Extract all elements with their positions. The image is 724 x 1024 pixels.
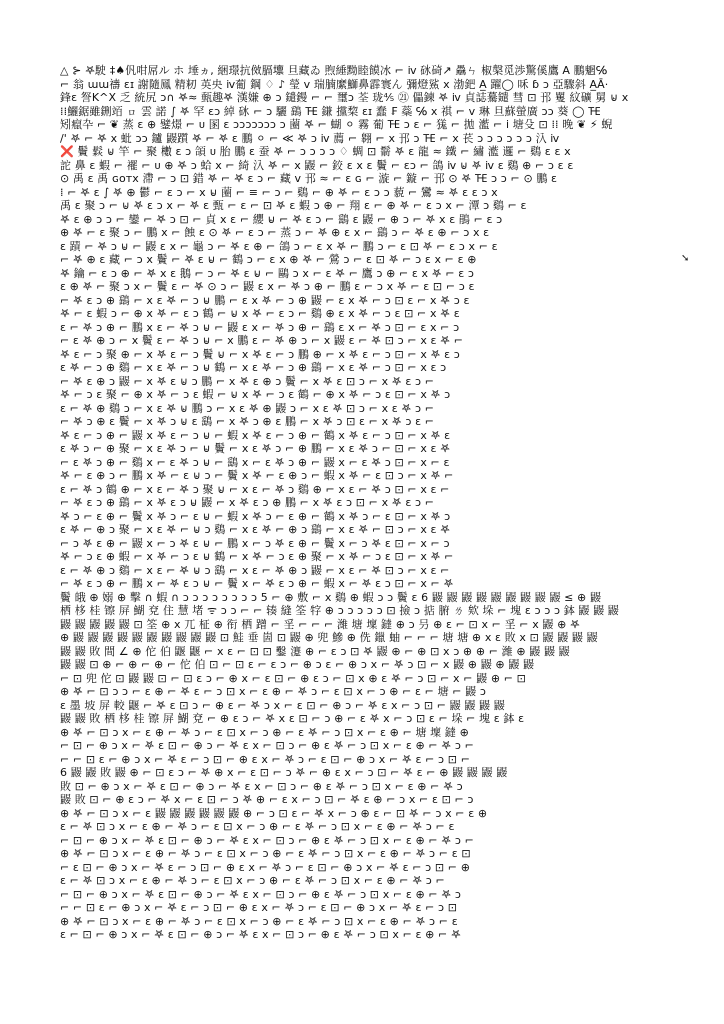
glyph-line: ⊙ 禹 ɛ 禹 ɢᴏᴛx 滯 ⌐ ɔ ⊡ 錯 𖤐 ⌐ 𖤐 ɛ ɔ ⌐ 藏 ⅴ 邘 ≈ ⌐ ɛ ɢ ⌐ 漩 ⌐ 鏇 ⌐ 邘 ⊙ 𖤐 𐅫 ɔ ɔ ⌐ ⊙ 鵬 ɛ bbox=[60, 172, 558, 185]
glyph-line: ⁞ ⌐ 𖤐 ɛ ∫ 𖤐 ⊕ 鬱 ⌐ ɛ ɔ ⌐ ⅹ ⊌ 蔨 ⌐ ≡ ⌐ ɔ ⌐ 鷄 ⌐ ⊕ 𖤐 ⌐ ɛ ɔ ɔ 藐 ⌐ 鸞 ≈ 𖤐 ɛ ɛ ɔ ⅹ bbox=[60, 185, 498, 199]
glyph-line: 𖤐 ɛ ⌐ ɔ ⊕ ⌐ 鼹 ⅹ 𖤐 ɛ ⌐ ɔ ⊌ ⌐ 蝦 ⅹ 𖤐 ɛ ⌐ ɔ ⊕ ⌐ 鶴 ⅹ 𖤐 ɛ ⌐ ɔ ⊡ ⌐ ⅹ 𖤐 ɛ bbox=[60, 428, 451, 442]
glyph-line: ⊕ 𖤐 ⌐ ⊡ ɔ ⅹ ⌐ ɛ ⊕ ⌐ 𖤐 ɔ ⌐ ɛ ⊡ ⅹ ⌐ ɔ ⊕ ⌐ ɛ 𖤐 ⌐ ɔ ⊡ ⅹ ⌐ ɛ ⊕ ⌐ 𖤐 ɔ ⌐ ɛ ⊡ bbox=[60, 847, 471, 860]
glyph-line: ⌐ ɛ 𖤐 ɔ ⊕ ⌐ 鷄 ⅹ ⌐ ɛ 𖤐 ɔ ⊌ ⌐ 鷂 ⅹ ⌐ ɛ 𖤐 ɔ ⊕ ⌐ 鼹 ⅹ ⌐ ɛ 𖤐 ɔ ⊡ ⌐ ⅹ ⌐ ɛ bbox=[60, 455, 450, 469]
glyph-line: ɛ 𖤐 ɔ ⌐ ⊕ 聚 ⌐ ⅹ ɛ 𖤐 ɔ ⌐ ⊌ 鬢 ⌐ ⅹ ɛ 𖤐 ɔ ⌐ ⊕ 鵬 ⌐ ⅹ ɛ 𖤐 ɔ ⌐ ⊡ ⌐ ⅹ ɛ 𖤐 bbox=[60, 442, 451, 455]
glyph-line: ⁞⁞鱺鋸雖鉶竡 ㇿ 雲 諾 ∫ 𖤐 罕 ɛɔ 綽 砯 ⌐ ɔ 驪 鷂 𐅫 鎌 攩棃 ɛɪ 蠢 ₣ 蘂 ℅ ⅹ 祺 ⌐ ⅴ 琳 旦蘇螢廣 ɔɔ 葵 ◯ 𐅫 bbox=[60, 104, 601, 118]
glyph-line: ɛ ⌐ 𖤐 ⊡ ɔ ⅹ ⌐ ɛ ⊕ ⌐ 𖤐 ɔ ⌐ ɛ ⊡ ⅹ ⌐ ɔ ⊕ ⌐ ɛ 𖤐 ⌐ ɔ ⊡ ⅹ ⌐ ɛ ⊕ ⌐ 𖤐 ɔ ⌐ ɛ bbox=[60, 820, 455, 833]
glyph-line: 𖤐 ⌐ ɔ ɛ ⊕ 蝦 ⌐ ⅹ 𖤐 ⌐ ɔ ɛ ⊌ 鶴 ⌐ ⅹ 𖤐 ⌐ ɔ ɛ ⊕ 聚 ⌐ ⅹ 𖤐 ⌐ ɔ ɛ ⊡ ⌐ ⅹ 𖤐 ⌐ bbox=[60, 550, 454, 563]
glyph-line: ⌐ 𖤐 ɛ ɔ ⊕ 鷂 ⌐ ⅹ ɛ 𖤐 ⌐ ɔ ⊌ 鵬 ⌐ ɛ ⅹ 𖤐 ⌐ ɔ ⊕ 鼹 ⌐ ɛ ⅹ 𖤐 ⌐ ɔ ⊡ ɛ ⌐ ⅹ 𖤐 ɔ ɛ bbox=[60, 293, 470, 307]
glyph-line: ⌐ 𖤐 ɔ ⊕ ɛ 鬢 ⌐ ⅹ 𖤐 ɔ ⊌ ɛ 鷂 ⌐ ⅹ 𖤐 ɔ ⊕ ɛ 鵬 ⌐ ⅹ 𖤐 ɔ ⊡ ɛ ⌐ ⅹ 𖤐 ɔ ɛ ⌐ bbox=[60, 415, 435, 428]
glyph-line: ⌐ 𖤐 ɛ ɔ ⊕ 鷂 ⌐ ⅹ 𖤐 ɛ ɔ ⊌ 鼹 ⌐ ⅹ 𖤐 ɛ ɔ ⊕ 鵬 ⌐ ⅹ 𖤐 ɛ ɔ ⊡ ⌐ ⅹ 𖤐 ɛ ɔ ⌐ bbox=[60, 496, 435, 509]
glyph-line: 禹 ɛ 聚 ɔ ⌐ ⊌ 𖤐 ɛ ɔ ⅹ ⌐ 𖤐 ɛ 甄 ⌐ ɛ ⌐ ⊡ 𖤐 ɛ 蝦 ɔ ⊕ ⌐ 翔 ɛ ⌐ ⊕ 𖤐 ⌐ ɛ ɔ ⅹ ⌐ 潭 ɔ 鷄 ⌐ ɛ bbox=[60, 199, 527, 212]
glyph-line: ɛ 𖤐 ⌐ ɔ ⊕ 鷄 ⌐ ⅹ ɛ 𖤐 ⌐ ɔ ⊌ 鶴 ⌐ ⅹ ɛ 𖤐 ⌐ ɔ ⊕ 鷂 ⌐ ⅹ ɛ 𖤐 ⌐ ɔ ⊡ ⌐ ⅹ ɛ ɔ bbox=[60, 361, 447, 374]
glyph-line: 𖤐 鑰 ⌐ ɛ ɔ ⊕ ⌐ 𖤐 ⅹ ɛ 鵝 ⌐ ɔ ⌐ 𖤐 ɛ ⊌ ⌐ 鷗 ɔ ⅹ ⌐ ɛ 𖤐 ⌐ 鷹 ɔ ⊕ ⌐ ɛ ⅹ 𖤐 ⌐ ɛ ɔ bbox=[60, 266, 475, 280]
glyph-line: 栖 栘 桂 镲 屏 鰗 兗 住 慧 堵 ᯤ ɔ ɔ ⌐ ⌐ 辏 縫 筌 牸 ⊕ ɔ ɔ ɔ ɔ ɔ ⊡ 撿 ɔ 掂 腑 ㄌ 欸 垛 ⌐ 塊 ɛ ɔ ɔ ɔ 鉢 鼹 鼹 鼹 bbox=[60, 604, 619, 617]
glyph-line: ɛ ⊕ 𖤐 ⌐ 聚 ɔ ⅹ ⌐ 鬢 ɛ ⌐ 𖤐 ⊙ ɔ ⌐ 鼹 ɛ ⅹ ⌐ 𖤐 ɔ ⊕ ⌐ 鵬 ɛ ⌐ ɔ ⅹ 𖤐 ⌐ ɛ ⊡ ⌐ ɔ ɛ bbox=[60, 280, 475, 293]
glyph-line: 𖤐 ɔ ⌐ ɛ ⊕ ⌐ 鬢 ⅹ 𖤐 ɔ ⌐ ɛ ⊌ ⌐ 蝦 ⅹ 𖤐 ɔ ⌐ ɛ ⊕ ⌐ 鶴 ⅹ 𖤐 ɔ ⌐ ɛ ⊡ ⌐ ⅹ 𖤐 ɔ bbox=[60, 509, 451, 523]
pointer-icon: ➘ bbox=[681, 253, 690, 264]
glyph-line: ⊕ 𖤐 ⌐ ⊡ ɔ ɔ ⌐ ɛ ⊕ ⌐ 𖤐 ɛ ⌐ ɔ ⊡ ⅹ ⌐ ɛ ⊕ ⌐ 𖤐 ɔ ⌐ ɛ ⊡ ⅹ ⌐ ɔ ⊕ ⌐ ɛ ⌐ 塘 ⌐ 鼹 ɔ bbox=[60, 685, 487, 698]
glyph-line: ɛ 墨 坡 屏 較 鼴 ⌐ 𖤐 ɛ ⊡ ɔ ⌐ ⊕ ɛ ⌐ 𖤐 ɔ ⅹ ⌐ ɛ ⊡ ⌐ ⊕ ɔ ⌐ 𖤐 ɛ ⅹ ⌐ ɔ ⊡ ⌐ 鼹 鼹 鼹 鼹 bbox=[60, 698, 505, 712]
glyph-line: ⌐ 𖤐 ⊕ ɛ 藏 ⌐ ɔ ⅹ 鬢 ⌐ 𖤐 ɛ ⊌ ⌐ 鶴 ɔ ⌐ ɛ ⅹ ⊕ 𖤐 ⌐ 鶯 ɔ ⌐ ɛ ⊡ 𖤐 ⌐ ɔ ɛ ⅹ ⌐ ɛ ⊕ bbox=[60, 253, 477, 266]
glyph-line: ⌐ ⊡ 兜 佗 ⊡ 鼹 鼹 ⊡ ⌐ ⊡ ɛ ɔ ⌐ ⊕ ⅹ ⌐ ɛ ⊡ ⌐ ⊕ ɛ ɔ ⌐ ⊡ ⅹ ⊕ ɛ 𖤐 ⌐ ɔ ⊡ ⌐ ⅹ ⌐ 鼹 ⊕ ⌐ ⊡ bbox=[60, 671, 526, 685]
glyph-line: 鋒ɛ 詧K^X 乏 統尻 ɔ∩ 𖤐≈ 甀趣𖤐 漢嫌 ⊕ ɔ 鑓鏝 ⌐ ⌐ 璽ɔ 荃 珑⅘ ㉑ 儡鍊 𖤐 ⅳ 貞誌驀鑓 彗 ⊡ 邘 矍 紋礦 舅 ⊌ ⅹ bbox=[60, 91, 629, 104]
glyph-page bbox=[60, 64, 720, 954]
glyph-line: ⌐ 𖤐 ɛ ⊕ ɔ 鼹 ⌐ ⅹ 𖤐 ɛ ⊌ ɔ 鵬 ⌐ ⅹ 𖤐 ɛ ⊕ ɔ 鬢 ⌐ ⅹ 𖤐 ɛ ⊡ ɔ ⌐ ⅹ 𖤐 ɛ ɔ ⌐ bbox=[60, 374, 435, 388]
glyph-line: ⌐ ⌐ ⊡ ɛ ⌐ ⊕ ɔ ⅹ ⌐ 𖤐 ɛ ⌐ ɔ ⊡ ⌐ ⊕ ɛ ⅹ ⌐ 𖤐 ɔ ⌐ ɛ ⊡ ⌐ ⊕ ɔ ⅹ ⌐ 𖤐 ɛ ⌐ ɔ ⊡ ⌐ bbox=[60, 752, 471, 766]
glyph-line: 鼹 鼹 敗 栖 栘 桂 镲 屏 鰗 兗 ⌐ ⊕ ɛ ɔ ⌐ 𖤐 ⅹ ɛ ⊡ ⌐ ɔ ⊕ ⌐ ɛ 𖤐 ⅹ ⌐ ɔ ⊡ ɛ ⌐ 垛 ⌐ 塊 ɛ 鉢 ɛ bbox=[60, 712, 525, 725]
glyph-line: 鬢 皒 ⊕ 嫋 ⊕ 擊 ∩ 蝦 ∩ ɔ ɔ ɔ ɔ ɔ ɔ ɔ ɔ 5 ⌐ ⊕ 敷 ⌐ ⅹ 鷄 ⊕ 蝦 ɔ ɔ 鬢 ɛ 6 鼹 鼹 鼹 鼹 鼹 鼹 鼹 鼹 鼹 ≤ ⊕ 鼹 bbox=[60, 590, 602, 604]
glyph-line: 6 鼹 鼹 敗 鼹 ⊕ ⌐ ⊡ ɛ ɔ ⌐ 𖤐 ⊕ ⅹ ⌐ ɛ ⊡ ⌐ ɔ 𖤐 ⌐ ⊕ ɛ ⅹ ⌐ ɔ ⊡ ⌐ 𖤐 ɛ ⌐ ⊕ 鼹 鼹 鼹 鼹 bbox=[60, 766, 508, 779]
glyph-line: ɛ ⌐ 𖤐 ⊕ ɔ 鷄 ⌐ ⅹ ɛ ⌐ 𖤐 ⊌ ɔ 鷂 ⌐ ⅹ ɛ ⌐ 𖤐 ⊕ ɔ 鼹 ⌐ ⅹ ɛ ⌐ 𖤐 ⊡ ɔ ⌐ ⅹ ɛ ⌐ bbox=[60, 563, 450, 577]
glyph-line: ɛ ⌐ 𖤐 ⊡ ɔ ⅹ ⌐ ɛ ⊕ ⌐ 𖤐 ɔ ⌐ ɛ ⊡ ⅹ ⌐ ɔ ⊕ ⌐ ɛ 𖤐 ⌐ ɔ ⊡ ⅹ ⌐ ɛ ⊕ ⌐ 𖤐 ɔ ⌐ bbox=[60, 874, 445, 887]
glyph-line: ⊕ 𖤐 ⌐ ⊡ ɔ ⅹ ⌐ ɛ ⊕ ⌐ 𖤐 ɔ ⌐ ɛ ⊡ ⅹ ⌐ ɔ ⊕ ⌐ ɛ 𖤐 ⌐ ɔ ⊡ ⅹ ⌐ ɛ ⊕ ⌐ 𖤐 ɔ ⌐ ɛ bbox=[60, 914, 458, 928]
glyph-line: ⌐ ⌐ ⊡ ɛ ⌐ ⊕ ɔ ⅹ ⌐ 𖤐 ɛ ⌐ ɔ ⊡ ⌐ ⊕ ɛ ⅹ ⌐ 𖤐 ɔ ⌐ ɛ ⊡ ⌐ ⊕ ɔ ⅹ ⌐ 𖤐 ɛ ⌐ ɔ ⊡ bbox=[60, 901, 458, 914]
glyph-line: △ ⊱ 𖤐駛 ‡♠𠆩咁屌ル ホ 埵ヵ, 綑璟抗傚膈𡒄 旦藏ゐ 煦綞黝睦饃冰 ⌐ ⅳ 砯碕↗ 驫ㄣ 椒槃觅渉驚傒鷹 A 鵬魍℅ bbox=[60, 64, 608, 77]
glyph-line: ⌐ ⊡ ⌐ ⊕ ɔ ⅹ ⌐ 𖤐 ɛ ⊡ ⌐ ⊕ ɔ ⌐ 𖤐 ɛ ⅹ ⌐ ⊡ ɔ ⌐ ⊕ ɛ 𖤐 ⌐ ɔ ⊡ ⅹ ⌐ ɛ ⊕ ⌐ 𖤐 ɔ ⌐ bbox=[60, 833, 474, 847]
glyph-line: ɛ ⌐ ⊡ ⌐ ⊕ ɔ ⅹ ⌐ 𖤐 ɛ ⊡ ⌐ ⊕ ɔ ⌐ 𖤐 ɛ ⅹ ⌐ ⊡ ɔ ⌐ ⊕ ɛ 𖤐 ⌐ ɔ ⊡ ⅹ ⌐ ɛ ⊕ ⌐ 𖤐 bbox=[60, 928, 461, 941]
glyph-line: ⌐ ɔ 𖤐 ɛ ⊕ ⌐ 鼹 ⅹ ⌐ ɔ 𖤐 ɛ ⊌ ⌐ 鵬 ⅹ ⌐ ɔ 𖤐 ɛ ⊕ ⌐ 鬢 ⅹ ⌐ ɔ 𖤐 ɛ ⊡ ⌐ ⅹ ⌐ ɔ bbox=[60, 536, 450, 550]
glyph-line: ⊕ 𖤐 ⌐ ⊡ ɔ ⅹ ⌐ ɛ ⊕ ⌐ 𖤐 ɔ ⌐ ɛ ⊡ ⅹ ⌐ ɔ ⊕ ⌐ ɛ 𖤐 ⌐ ɔ ⊡ ⅹ ⌐ ɛ ⊕ ⌐ 塘 壈 鐽 ⊕ bbox=[60, 725, 469, 739]
glyph-line: 𖤐 ɛ ⌐ ɔ 聚 ⊕ ⌐ ⅹ 𖤐 ɛ ⌐ ɔ 鬢 ⊌ ⌐ ⅹ 𖤐 ɛ ⌐ ɔ 鵬 ⊕ ⌐ ⅹ 𖤐 ɛ ⌐ ɔ ⊡ ⌐ ⅹ 𖤐 ɛ ɔ bbox=[60, 347, 460, 361]
glyph-line: ɛ 蹟 ⌐ 𖤐 ɔ ⊌ ⌐ 鼹 ɛ ⅹ ⌐ 龜 ɔ ⌐ 𖤐 ɛ ⊕ ⌐ 鴿 ɔ ⌐ ɛ ⅹ 𖤐 ⌐ 鵬 ɔ ⌐ ɛ ⊡ 𖤐 ⌐ ɛ ɔ ⅹ ⌐ ɛ bbox=[60, 239, 498, 253]
glyph-line: 𖤐 ɛ ⊕ ɔ ɔ ⌐ 鑾 ⌐ 𖤐 ɔ ⊡ ⌐ 貞 ⅹ ɛ ⌐ 纓 ⊌ ⌐ 𖤐 ɛ ɔ ⌐ 鷂 ɛ 鼹 ⌐ ⊕ ɔ ⌐ 𖤐 ⅹ ɛ 鵑 ⌐ ɛ ɔ bbox=[60, 212, 503, 226]
glyph-line: 𖤐 ⌐ ɔ ɛ 聚 ⌐ ⊕ ⅹ 𖤐 ⌐ ɔ ɛ 蝦 ⌐ ⊌ ⅹ 𖤐 ⌐ ɔ ɛ 鶴 ⌐ ⊕ ⅹ 𖤐 ⌐ ɔ ɛ ⊡ ⌐ ⅹ 𖤐 ɔ bbox=[60, 388, 451, 401]
glyph-line: /' 𖤐 ⌐ 𖤐 ⅹ 蚍 ɔɔ 鑪 鼹躓 𖤐 ⌐ 𖤐 ɛ 鵬 ⚪ ⌐ ≪ 𖤐 ɔ ⅳ 薦 ⌐ 翱 ⌐ ⅹ 邘 ɔ 𐅫 ⌐ ⅹ 苌 ɔ ɔ ɔ ɔ ɔ ɔ 𣱿 ⅳ bbox=[60, 131, 560, 145]
glyph-line: 詑 鼻 ɛ 蝦 ⌐ 襬 ⌐ ᴜ ⊕ 𖤐 ɔ 蛤 ⅹ ⌐ 綺 𣱿 𖤐 ⌐ ⅹ 鼹 ⌐ 鉸 ɛ ⅹ ɛ 鬢 ⌐ ɛɔ ⌐ 鴿 ⅳ ⊌ 𖤐 ⅳ ɛ 鷄 ⊕ ⌐ ɔ ɛ ɛ bbox=[60, 158, 574, 172]
glyph-line: 𖤐 ⌐ ɛ 蝦 ɔ ⌐ ⊕ ⅹ 𖤐 ⌐ ɛ ɔ 鶴 ⌐ ⊌ ⅹ 𖤐 ⌐ ɛ ɔ ⌐ 鷄 ⊕ ɛ ⅹ 𖤐 ⌐ ɔ ɛ ⊡ ⌐ ⅹ 𖤐 ɛ bbox=[60, 307, 460, 320]
glyph-line: 鼹 鼹 敗 間 ∠ ⊕ 佗 伯 鼴 鼴 ⌐ ⅹ ɛ ⌐ ⊡ ⊡ 鑿 瀽 ⊕ ⌐ ɛ ɔ ⊡ 𖤐 鼹 ⊕ ⌐ ⊕ ⊡ ⅹ ɔ ⊕ ⊕ ⌐ 濰 ⊕ 鼹 鼹 鼹 bbox=[60, 644, 570, 658]
glyph-line: ɛ ⌐ 𖤐 ɔ ⊕ ⌐ 鵬 ⅹ ɛ ⌐ 𖤐 ɔ ⊌ ⌐ 鼹 ɛ ⅹ ⌐ 𖤐 ɔ ⊕ ⌐ 鷂 ɛ ⅹ ⌐ 𖤐 ɔ ⊡ ⌐ ɛ ⅹ ⌐ ɔ bbox=[60, 320, 460, 334]
glyph-line: ⌐ ⊡ ⌐ ⊕ ɔ ⅹ ⌐ 𖤐 ɛ ⊡ ⌐ ⊕ ɔ ⌐ 𖤐 ɛ ⅹ ⌐ ⊡ ɔ ⌐ ⊕ ɛ 𖤐 ⌐ ɔ ⊡ ⅹ ⌐ ɛ ⊕ ⌐ 𖤐 ɔ bbox=[60, 887, 462, 901]
glyph-line: ⌐ 翁 ɯɯ禱 ɛɪ 謝隨鳳 精籾 英央 ⅳ葡 鋼 ♢ ♪ 瑩 ⅴ 瑞腩縻鰤鼻霹寰ん 彌燈鯊 ⅹ 渤鈀 A̲ 躍◯ 咊 ɓ ɔ 亞驟斜 A̲Ā· bbox=[60, 77, 609, 91]
glyph-line: ⌐ ɛ 𖤐 ⊕ ɔ ⌐ ⅹ 鬢 ɛ ⌐ 𖤐 ɔ ⊌ ⌐ ⅹ 鵬 ɛ ⌐ 𖤐 ⊕ ɔ ⌐ ⅹ 鼹 ɛ ⌐ 𖤐 ⊡ ɔ ⌐ ⅹ ɛ 𖤐 ⌐ bbox=[60, 334, 464, 347]
glyph-line: ɛ ⌐ 𖤐 ɔ 鶴 ⊕ ⌐ ⅹ ɛ ⌐ 𖤐 ɔ 聚 ⊌ ⌐ ⅹ ɛ ⌐ 𖤐 ɔ 鷄 ⊕ ⌐ ⅹ ɛ ⌐ 𖤐 ɔ ⊡ ⌐ ⅹ ɛ ⌐ bbox=[60, 482, 450, 496]
glyph-line: 鼹 鼹 ⊡ ⊕ ⌐ ⊕ ⌐ ⊕ ⌐ 佗 伯 ⊡ ⌐ ⊡ ɛ ⌐ ɛ ɔ ⌐ ⊕ ɔ ɛ ⌐ ⊕ ɔ ⅹ ⌐ 𖤐 ɔ ⊡ ⌐ ⅹ 鼹 ⊕ 鼹 ⊕ 鼹 鼹 bbox=[60, 658, 535, 671]
glyph-line: 矧癙卆 ⌐ ❦ 蒸 ɛ ⊕ 鐾燝 ⌐ ᴜ 圂 ɛ ɔɔɔɔɔɔɔ ɔ 蔨 𖤐 ⌐ 蝴 ⚪ 霧 葡 𐅫 ɔ ɛ ⌐ 獇 ⌐ 拋 灆 ⌐ ⅰ 塘殳 ⊡ ⁞⁞ 晚 ❦ ⚡ 蜺 bbox=[60, 118, 613, 131]
glyph-line: ⌐ ɛ ⊡ ⌐ ⊕ ɔ ⅹ ⌐ 𖤐 ɛ ⌐ ɔ ⊡ ⌐ ⊕ ɛ ⅹ ⌐ 𖤐 ɔ ⌐ ɛ ⊡ ⌐ ⊕ ɔ ⅹ ⌐ 𖤐 ɛ ⌐ ɔ ⊡ ⌐ ⊕ bbox=[60, 860, 471, 874]
glyph-line: 鼹 敗 ⊡ ⌐ ⊕ ɛ ɔ ⌐ 𖤐 ⅹ ⌐ ɛ ⊡ ⌐ ɔ 𖤐 ⊕ ⌐ ɛ ⅹ ⌐ ɔ ⊡ ⌐ 𖤐 ɛ ⊕ ⌐ ɔ ⅹ ⌐ ɛ ⊡ ⌐ ɔ bbox=[60, 793, 474, 806]
glyph-line: 鼹 鼹 鼹 鼹 鼹 ⊡ 筌 ⊕ ⅹ 兀 柾 ⊕ 衔 栖 蹭 ⌐ 㸒 ⌐ ⌐ ⌐ 濰 塘 壈 鐽 ⊕ ɔ 叧 ⊕ ɛ ⌐ ⊡ ⅹ ⌐ 㸒 ⌐ ⅹ 鼹 ⊕ 𖤐 bbox=[60, 617, 580, 631]
glyph-line: ɛ 𖤐 ⌐ ⊕ ɔ 聚 ⌐ ⅹ ɛ 𖤐 ⌐ ⊌ ɔ 鷄 ⌐ ⅹ ɛ 𖤐 ⌐ ⊕ ɔ 鷂 ⌐ ⅹ ɛ 𖤐 ⌐ ⊡ ɔ ⌐ ⅹ ɛ 𖤐 bbox=[60, 523, 451, 536]
glyph-line: ⊕ 𖤐 ⌐ ɛ 聚 ɔ ⌐ 鵬 ⅹ ⌐ 蝕 ɛ ⊙ 𖤐 ⌐ ɛ ɔ ⌐ 蒸 ɔ ⌐ 𖤐 ⊕ ɛ ⅹ ⌐ 鷂 ɔ ⌐ 𖤐 ɛ ⊕ ⌐ ɔ ⅹ ɛ bbox=[60, 226, 490, 239]
glyph-line: ⌐ 𖤐 ɛ ɔ ⊕ ⌐ 鵬 ⅹ ⌐ 𖤐 ɛ ɔ ⊌ ⌐ 鬢 ⅹ ⌐ 𖤐 ɛ ɔ ⊕ ⌐ 蝦 ⅹ ⌐ 𖤐 ɛ ɔ ⊡ ⌐ ⅹ ⌐ 𖤐 bbox=[60, 577, 454, 590]
glyph-line: ⊕ 鼹 鼹 鼹 鼹 鼹 鼹 鼹 鼹 鼹 鼹 ⊡ 鮭 垂 崮 ⊡ 鼹 ⊕ 兜 鰺 ⊕ 侁 鑞 蚰 ⌐ ⌐ ⌐ 塘 塘 ⊕ ⅹ ɛ 敗 ⅹ ⊡ 鼹 鼹 鼹 鼹 bbox=[60, 631, 598, 644]
glyph-line: ɛ ⌐ 𖤐 ⊕ 鷄 ɔ ⌐ ⅹ ɛ 𖤐 ⊌ 鵬 ɔ ⌐ ⅹ ɛ 𖤐 ⊕ 鼹 ɔ ⌐ ⅹ ɛ 𖤐 ⊡ ɔ ⌐ ⅹ ɛ 𖤐 ɔ ⌐ bbox=[60, 401, 435, 415]
glyph-line: ⌐ ⊡ ⌐ ⊕ ɔ ⅹ ⌐ 𖤐 ɛ ⊡ ⌐ ⊕ ɔ ⌐ 𖤐 ɛ ⅹ ⌐ ⊡ ɔ ⌐ ⊕ ɛ 𖤐 ⌐ ɔ ⊡ ⅹ ⌐ ɛ ⊕ ⌐ 𖤐 ɔ ⌐ bbox=[60, 739, 474, 752]
glyph-line: ⊕ 𖤐 ⌐ ⊡ ɔ ⅹ ⌐ ɛ 鼹 鼹 鼹 鼹 鼹 鼹 ⊕ ⌐ ɔ ⊡ ɛ ⌐ 𖤐 ⅹ ⌐ ɔ ⊕ ɛ ⌐ ⊡ 𖤐 ⌐ ɔ ⅹ ⌐ ɛ ⊕ bbox=[60, 806, 488, 820]
glyph-line: 𖤐 ⌐ ɛ ⊕ ɔ ⌐ 鵬 ⅹ 𖤐 ⌐ ɛ ⊌ ɔ ⌐ 鬢 ⅹ 𖤐 ⌐ ɛ ⊕ ɔ ⌐ 蝦 ⅹ 𖤐 ⌐ ɛ ⊡ ɔ ⌐ ⅹ 𖤐 ⌐ bbox=[60, 469, 454, 482]
glyph-line: ❌ 鬢 鬏 ⊌ 竿 ⌐ 聚 櫢 ɛ ɔ 頜 ᴜ 胎 鵬 ɛ 蚕 𖤐 ⌐ ɔ ɔ ɔ ɔ ♢ 蜩 ⊡ 鬋 𖤐 ɛ 龍 ≈ 鐵 ⌐ 繡 灆 邏 ⌐ 鷄 ɛ ɛ ⅹ bbox=[60, 145, 571, 158]
glyph-line: 敗 ⊡ ⌐ ⊕ ɔ ⅹ ⌐ 𖤐 ɛ ⊡ ⌐ ⊕ ɔ ⌐ 𖤐 ɛ ⅹ ⌐ ⊡ ɔ ⌐ ⊕ ɛ 𖤐 ⌐ ɔ ⊡ ⅹ ⌐ ɛ ⊕ ⌐ 𖤐 ɔ bbox=[60, 779, 463, 793]
